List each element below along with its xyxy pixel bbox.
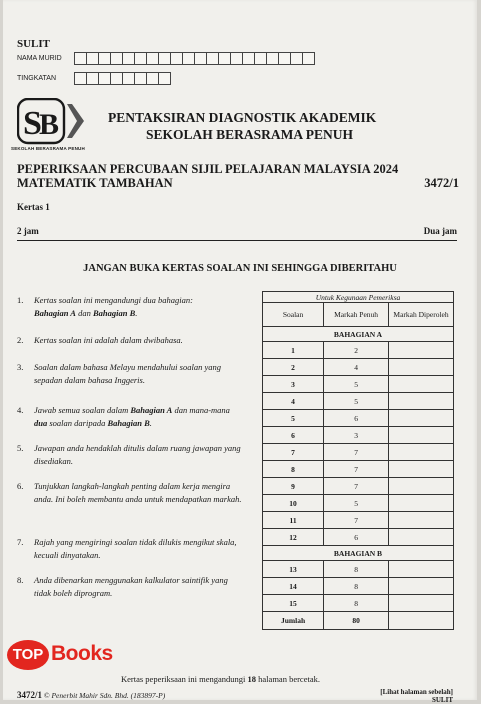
- table-row: [263, 461, 454, 478]
- org-line2: SEKOLAH BERASRAMA PENUH: [146, 127, 354, 142]
- question-number: 4: [263, 393, 324, 410]
- instruction-number: 6.: [17, 481, 24, 491]
- question-number: 12: [263, 529, 324, 546]
- question-number: 7: [263, 444, 324, 461]
- next-page-note: [Lihat halaman sebelah]: [380, 688, 453, 696]
- nama-murid-row: [17, 52, 315, 65]
- paper-code: 3472/1: [424, 176, 459, 190]
- table-row: [263, 342, 454, 359]
- table-row: [263, 427, 454, 444]
- exam-cover-page: [3, 0, 477, 704]
- question-number: 2: [263, 359, 324, 376]
- instruction-text: Tunjukkan langkah-langkah penting dalam kerja mengira anda. Ini boleh membantu anda untuk mendapatkan markah.: [34, 481, 242, 504]
- instruction-number: 2.: [17, 335, 24, 345]
- sulit-label: SULIT: [17, 38, 51, 50]
- table-row: [263, 529, 454, 546]
- instruction-6: [17, 480, 245, 506]
- full-marks: 8: [324, 561, 389, 578]
- instruction-number: 7.: [17, 537, 24, 547]
- tingkatan-label: TINGKATAN: [17, 75, 57, 82]
- full-marks: 2: [324, 342, 389, 359]
- footer-sulit: SULIT: [431, 696, 453, 704]
- instruction-text: soalan daripada: [47, 418, 108, 428]
- total-marks: 80: [324, 612, 389, 630]
- instruction-4: [17, 404, 245, 430]
- total-obtained-cell[interactable]: [389, 612, 454, 630]
- instruction-text: dan: [75, 308, 93, 318]
- obtained-marks-cell[interactable]: [389, 461, 454, 478]
- footnote-text: Kertas peperiksaan ini mengandungi: [121, 674, 248, 684]
- footer-paper-code: 3472/1: [17, 690, 43, 700]
- instruction-bold: Bahagian A: [130, 405, 173, 415]
- examiner-marks-table: [262, 291, 454, 630]
- instruction-7: [17, 536, 245, 562]
- footer-publisher: © Penerbit Mahir Sdn. Bhd. (183897-P): [43, 691, 166, 700]
- full-marks: 7: [324, 461, 389, 478]
- table-row: [263, 495, 454, 512]
- instruction-text: dan mana-mana: [172, 405, 230, 415]
- instruction-number: 4.: [17, 405, 24, 415]
- obtained-marks-cell[interactable]: [389, 427, 454, 444]
- instruction-text: Kertas soalan ini adalah dalam dwibahasa.: [34, 335, 183, 345]
- obtained-marks-cell[interactable]: [389, 342, 454, 359]
- question-number: 5: [263, 410, 324, 427]
- instruction-text: Jawapan anda hendaklah ditulis dalam ruang jawapan yang disediakan.: [34, 443, 241, 466]
- full-marks: 7: [324, 444, 389, 461]
- col-header-markah-penuh: Markah Penuh: [324, 303, 389, 327]
- nama-murid-boxes[interactable]: [75, 52, 315, 65]
- tingkatan-box[interactable]: [158, 72, 171, 85]
- obtained-marks-cell[interactable]: [389, 578, 454, 595]
- obtained-marks-cell[interactable]: [389, 393, 454, 410]
- section-a-header: BAHAGIAN A: [263, 327, 454, 342]
- obtained-marks-cell[interactable]: [389, 561, 454, 578]
- exam-title: PEPERIKSAAN PERCUBAAN SIJIL PELAJARAN MALAYSIA 2024: [17, 162, 399, 176]
- table-row: [263, 376, 454, 393]
- table-row: [263, 578, 454, 595]
- paper-number: Kertas 1: [17, 202, 50, 212]
- table-title: Untuk Kegunaan Pemeriksa: [263, 292, 454, 303]
- obtained-marks-cell[interactable]: [389, 495, 454, 512]
- table-row: [263, 359, 454, 376]
- instruction-text: Kertas soalan ini mengandungi dua bahagian:: [34, 295, 193, 305]
- full-marks: 4: [324, 359, 389, 376]
- instruction-bold: Bahagian A: [34, 308, 76, 318]
- instruction-1: [17, 294, 245, 320]
- subject-title: MATEMATIK TAMBAHAN: [17, 176, 173, 190]
- full-marks: 7: [324, 478, 389, 495]
- obtained-marks-cell[interactable]: [389, 512, 454, 529]
- full-marks: 5: [324, 393, 389, 410]
- question-number: 3: [263, 376, 324, 393]
- table-row: [263, 478, 454, 495]
- question-number: 10: [263, 495, 324, 512]
- full-marks: 7: [324, 512, 389, 529]
- instruction-number: 1.: [17, 295, 24, 305]
- full-marks: 8: [324, 578, 389, 595]
- question-number: 14: [263, 578, 324, 595]
- footnote-page-count: 18: [247, 674, 257, 684]
- svg-text:S: S: [23, 105, 42, 142]
- obtained-marks-cell[interactable]: [389, 529, 454, 546]
- instruction-8: [17, 574, 245, 600]
- instruction-text: Soalan dalam bahasa Melayu mendahului soalan yang sepadan dalam bahasa Inggeris.: [34, 362, 221, 385]
- instruction-3: [17, 361, 245, 387]
- duration-words: Dua jam: [423, 226, 457, 236]
- divider-top: [17, 240, 457, 241]
- table-row: [263, 561, 454, 578]
- nama-murid-label: NAMA MURID: [17, 55, 62, 62]
- instruction-number: 3.: [17, 362, 24, 372]
- instruction-number: 5.: [17, 443, 24, 453]
- page-count-note: [121, 674, 320, 684]
- instruction-5: [17, 442, 245, 468]
- org-line1: PENTAKSIRAN DIAGNOSTIK AKADEMIK: [108, 110, 377, 125]
- question-number: 1: [263, 342, 324, 359]
- instruction-bold: dua: [34, 418, 48, 428]
- do-not-open-warning: JANGAN BUKA KERTAS SOALAN INI SEHINGGA DIBERITAHU: [83, 263, 397, 274]
- full-marks: 5: [324, 495, 389, 512]
- full-marks: 5: [324, 376, 389, 393]
- obtained-marks-cell[interactable]: [389, 478, 454, 495]
- duration-malay: 2 jam: [17, 226, 39, 236]
- instruction-bold: Bahagian B: [92, 308, 136, 318]
- tingkatan-boxes[interactable]: [75, 72, 171, 85]
- full-marks: 6: [324, 410, 389, 427]
- watermark-top-badge: TOP: [7, 640, 49, 670]
- full-marks: 6: [324, 529, 389, 546]
- question-number: 9: [263, 478, 324, 495]
- instruction-text: .: [149, 418, 152, 428]
- obtained-marks-cell[interactable]: [389, 410, 454, 427]
- table-row: [263, 410, 454, 427]
- full-marks: 8: [324, 595, 389, 612]
- full-marks: 3: [324, 427, 389, 444]
- watermark-books-text: Books: [51, 642, 113, 665]
- footnote-text: halaman bercetak.: [256, 674, 320, 684]
- obtained-marks-cell[interactable]: [389, 376, 454, 393]
- obtained-marks-cell[interactable]: [389, 444, 454, 461]
- table-row: [263, 444, 454, 461]
- instruction-text: .: [135, 308, 138, 318]
- tingkatan-row: [17, 72, 171, 85]
- logo-caption: SEKOLAH BERASRAMA PENUH: [11, 146, 85, 151]
- question-number: 6: [263, 427, 324, 444]
- obtained-marks-cell[interactable]: [389, 359, 454, 376]
- section-b-header: BAHAGIAN B: [263, 546, 454, 561]
- nama-murid-box[interactable]: [302, 52, 315, 65]
- topbooks-watermark: [7, 640, 187, 672]
- footer-code-line: [17, 690, 165, 700]
- table-row: [263, 393, 454, 410]
- col-header-markah-diperoleh: Markah Diperoleh: [389, 303, 454, 327]
- obtained-marks-cell[interactable]: [389, 595, 454, 612]
- table-row: [263, 595, 454, 612]
- question-number: 11: [263, 512, 324, 529]
- question-number: 15: [263, 595, 324, 612]
- instruction-text: Anda dibenarkan menggunakan kalkulator saintifik yang tidak boleh diprogram.: [34, 575, 228, 598]
- svg-text:B: B: [39, 108, 60, 141]
- table-row: [263, 512, 454, 529]
- instruction-text: Jawab semua soalan dalam: [34, 405, 131, 415]
- instruction-number: 8.: [17, 575, 24, 585]
- instruction-2: [17, 334, 245, 347]
- col-header-soalan: Soalan: [263, 303, 324, 327]
- question-number: 8: [263, 461, 324, 478]
- instruction-text: Rajah yang mengiringi soalan tidak dilukis mengikut skala, kecuali dinyatakan.: [34, 537, 237, 560]
- instruction-bold: Bahagian B: [107, 418, 150, 428]
- question-number: 13: [263, 561, 324, 578]
- total-label: Jumlah: [263, 612, 324, 630]
